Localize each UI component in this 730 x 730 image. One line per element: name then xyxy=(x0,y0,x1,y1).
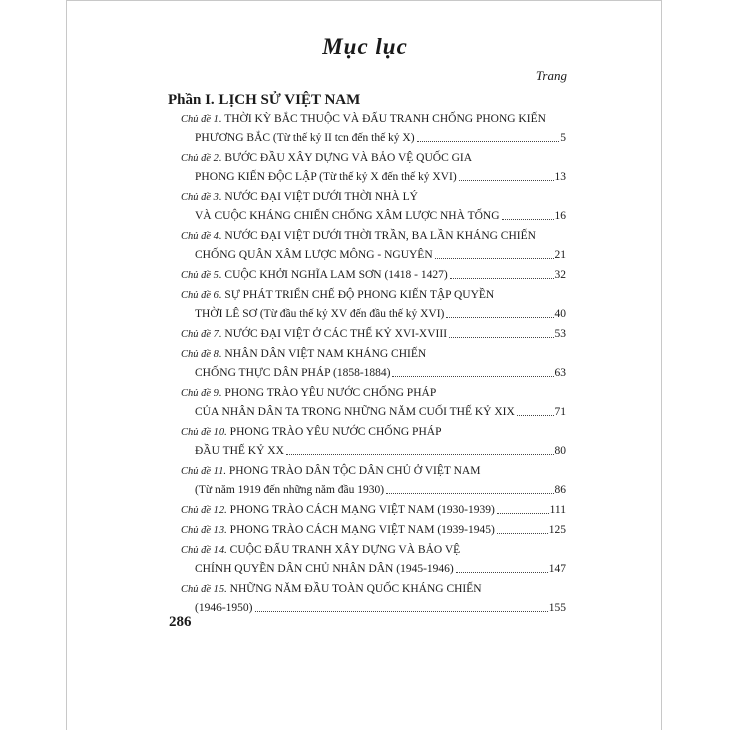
toc-page-number: 32 xyxy=(554,269,566,281)
toc-entry-leader-line xyxy=(181,523,566,537)
toc-page-number: 21 xyxy=(554,249,566,261)
toc-entry-prefix: Chủ đề 5. xyxy=(181,270,222,281)
toc-entry-heading: PHONG TRÀO CÁCH MẠNG VIỆT NAM (1930-1939) xyxy=(226,504,495,516)
dot-leader xyxy=(255,601,548,612)
toc-entry-title xyxy=(181,268,449,282)
toc-entry-subtitle: PHONG KIẾN ĐỘC LẬP (Từ thế kỷ X đến thế kỷ XVI) xyxy=(195,171,457,183)
toc-entry-leader-line xyxy=(181,327,566,341)
toc-entry-prefix: Chủ đề 10. xyxy=(181,427,227,438)
toc-entry-title xyxy=(181,190,418,204)
toc-entry-subtitle: THỜI LÊ SƠ (Từ đầu thế kỷ XV đến đầu thế kỷ XVI) xyxy=(195,308,445,320)
dot-leader xyxy=(386,483,553,494)
toc-entry-heading: SỰ PHÁT TRIỂN CHẾ ĐỘ PHONG KIẾN TẬP QUYỀN xyxy=(221,289,495,301)
dot-leader xyxy=(502,209,554,220)
toc-page-number: 80 xyxy=(554,445,566,457)
part-heading: Phần I. LỊCH SỬ VIỆT NAM xyxy=(168,92,361,108)
toc-page-number: 147 xyxy=(548,563,566,575)
toc-entry-leader-line xyxy=(195,366,566,380)
toc-entry-title xyxy=(181,347,426,361)
toc-entry-subtitle: CHỐNG THỰC DÂN PHÁP (1858-1884) xyxy=(195,367,391,379)
toc-entry-subtitle: (1946-1950) xyxy=(195,602,253,614)
toc-page-number: 71 xyxy=(554,406,566,418)
dot-leader xyxy=(450,268,554,279)
toc-entry-subtitle: ĐẦU THẾ KỶ XX xyxy=(195,445,284,457)
toc-entry-prefix: Chủ đề 4. xyxy=(181,231,222,242)
book-page xyxy=(66,0,662,730)
toc-entry-heading: BƯỚC ĐẦU XÂY DỰNG VÀ BẢO VỆ QUỐC GIA xyxy=(221,152,473,164)
dot-leader xyxy=(392,366,553,377)
dot-leader xyxy=(449,327,553,338)
toc-entry-prefix: Chủ đề 1. xyxy=(181,114,222,125)
toc-entry-subtitle: CHỐNG QUÂN XÂM LƯỢC MÔNG - NGUYÊN xyxy=(195,249,433,261)
toc-entry-heading: NHÂN DÂN VIỆT NAM KHÁNG CHIẾN xyxy=(221,348,427,360)
toc-page-number: 125 xyxy=(548,524,566,536)
dot-leader xyxy=(497,523,548,534)
toc-entry-title xyxy=(181,386,436,400)
toc-entry-subtitle: CHÍNH QUYỀN DÂN CHỦ NHÂN DÂN (1945-1946) xyxy=(195,563,454,575)
toc-entry-prefix: Chủ đề 13. xyxy=(181,525,227,536)
page-title: Mục lục xyxy=(322,34,408,59)
toc-entry-title xyxy=(181,112,546,126)
toc-entry-leader-line xyxy=(195,209,566,223)
toc-entry-prefix: Chủ đề 15. xyxy=(181,584,227,595)
dot-leader xyxy=(517,405,554,416)
toc-entry-heading: PHONG TRÀO DÂN TỘC DÂN CHỦ Ở VIỆT NAM xyxy=(226,465,481,477)
toc-entry-title xyxy=(181,229,536,243)
toc-entry-heading: NƯỚC ĐẠI VIỆT DƯỚI THỜI NHÀ LÝ xyxy=(221,191,418,203)
toc-entry-heading: CUỘC KHỞI NGHĨA LAM SƠN (1418 - 1427) xyxy=(221,269,448,281)
toc-entry-leader-line xyxy=(195,248,566,262)
toc-entry-heading: THỜI KỲ BẮC THUỘC VÀ ĐẤU TRANH CHỐNG PHONG KIẾN xyxy=(221,113,546,125)
toc-page-number: 40 xyxy=(554,308,566,320)
page-number: 286 xyxy=(169,614,192,630)
toc-entry-heading: NƯỚC ĐẠI VIỆT Ở CÁC THẾ KỶ XVI-XVIII xyxy=(221,328,448,340)
toc-entry-leader-line xyxy=(195,601,566,615)
toc-entry-subtitle: CỦA NHÂN DÂN TA TRONG NHỮNG NĂM CUỐI THẾ KỶ XIX xyxy=(195,406,515,418)
toc-entry-subtitle: VÀ CUỘC KHÁNG CHIẾN CHỐNG XÂM LƯỢC NHÀ TỐNG xyxy=(195,210,500,222)
toc-entry-prefix: Chủ đề 12. xyxy=(181,505,227,516)
toc-entry-title xyxy=(181,327,448,341)
toc-page-number: 155 xyxy=(548,602,566,614)
toc-page-number: 5 xyxy=(560,132,566,144)
page-column-label: Trang xyxy=(535,68,567,83)
dot-leader xyxy=(435,248,554,259)
toc-entry-heading: NƯỚC ĐẠI VIỆT DƯỚI THỜI TRẦN, BA LẦN KHÁNG CHIẾN xyxy=(221,230,536,242)
toc-entry-leader-line xyxy=(195,405,566,419)
toc-entry-subtitle: (Từ năm 1919 đến những năm đầu 1930) xyxy=(195,484,385,496)
toc-entry-heading: CUỘC ĐẤU TRANH XÂY DỰNG VÀ BẢO VỆ xyxy=(226,544,461,556)
toc-entry-title xyxy=(181,464,480,478)
toc-entry-heading: PHONG TRÀO CÁCH MẠNG VIỆT NAM (1939-1945) xyxy=(226,524,495,536)
toc-page-number: 13 xyxy=(554,171,566,183)
toc-page-number: 53 xyxy=(554,328,566,340)
toc-entry-prefix: Chủ đề 2. xyxy=(181,153,222,164)
toc-page-number: 86 xyxy=(554,484,566,496)
dot-leader xyxy=(286,444,554,455)
toc-entry-title xyxy=(181,288,494,302)
toc-entry-heading: PHONG TRÀO YÊU NƯỚC CHỐNG PHÁP xyxy=(226,426,442,438)
toc-entry-title xyxy=(181,425,441,439)
toc-page-number: 63 xyxy=(554,367,566,379)
toc-entry-leader-line xyxy=(181,503,566,517)
dot-leader xyxy=(497,503,549,514)
toc-entry-prefix: Chủ đề 8. xyxy=(181,349,222,360)
toc-entry-heading: PHONG TRÀO YÊU NƯỚC CHỐNG PHÁP xyxy=(221,387,437,399)
toc-entry-prefix: Chủ đề 9. xyxy=(181,388,222,399)
toc-page-number: 16 xyxy=(554,210,566,222)
dot-leader xyxy=(456,562,548,573)
toc-entry-leader-line xyxy=(195,483,566,497)
dot-leader xyxy=(446,307,553,318)
dot-leader xyxy=(459,170,554,181)
toc-page-number: 111 xyxy=(549,504,566,516)
toc-entry-leader-line xyxy=(195,562,566,576)
toc-entry-prefix: Chủ đề 7. xyxy=(181,329,222,340)
toc-entry-leader-line xyxy=(181,268,566,282)
dot-leader xyxy=(417,131,560,142)
toc-entry-title xyxy=(181,543,460,557)
toc-entry-prefix: Chủ đề 11. xyxy=(181,466,227,477)
toc-entry-leader-line xyxy=(195,444,566,458)
toc-entry-title xyxy=(181,582,482,596)
toc-entry-title xyxy=(181,523,496,537)
toc-entry-leader-line xyxy=(195,307,566,321)
toc-entry-subtitle: PHƯƠNG BẮC (Từ thế kỷ II tcn đến thế kỷ X) xyxy=(195,132,415,144)
toc-entry-heading: NHỮNG NĂM ĐẦU TOÀN QUỐC KHÁNG CHIẾN xyxy=(226,583,482,595)
toc-entry-leader-line xyxy=(195,131,566,145)
toc-entry-prefix: Chủ đề 6. xyxy=(181,290,222,301)
toc-entry-title xyxy=(181,503,496,517)
toc-entry-title xyxy=(181,151,472,165)
toc-entry-prefix: Chủ đề 3. xyxy=(181,192,222,203)
toc-entry-leader-line xyxy=(195,170,566,184)
toc-entry-prefix: Chủ đề 14. xyxy=(181,545,227,556)
